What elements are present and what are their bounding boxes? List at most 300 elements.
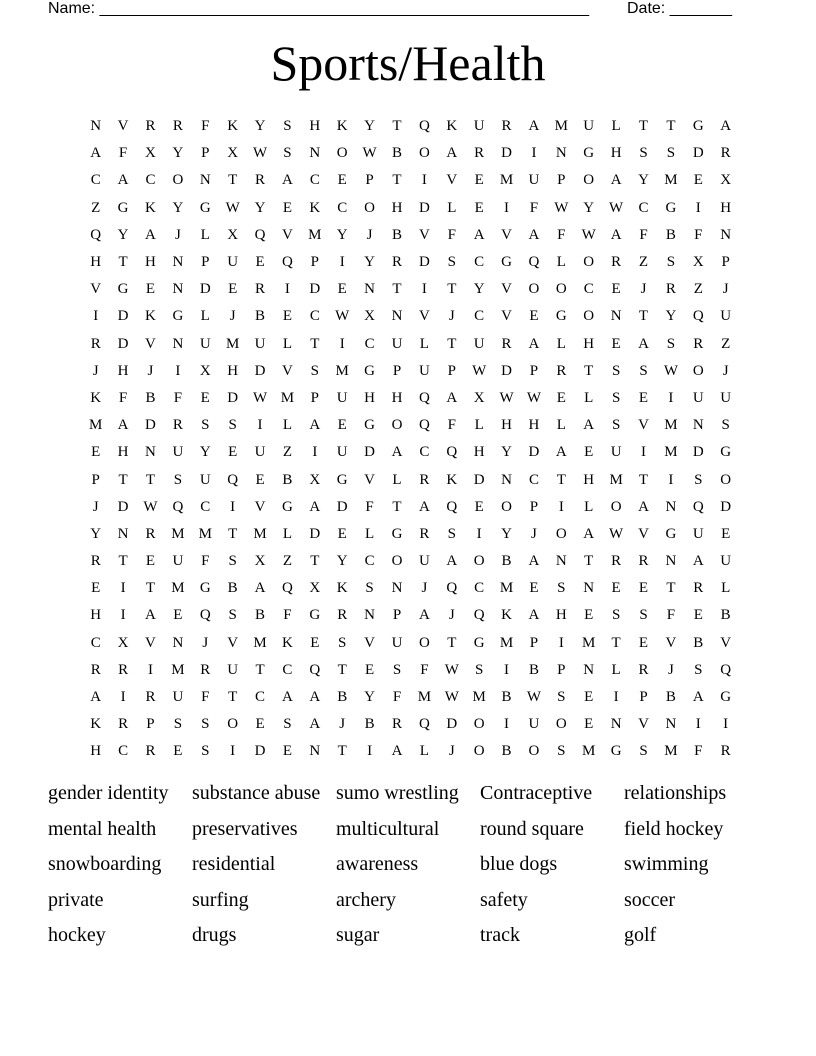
grid-letter: W bbox=[444, 689, 459, 706]
grid-letter: C bbox=[364, 553, 375, 570]
grid-letter: H bbox=[555, 607, 567, 624]
grid-letter: D bbox=[309, 281, 321, 298]
grid-letter: V bbox=[364, 471, 376, 488]
grid-letter: I bbox=[120, 607, 126, 624]
grid-letter: A bbox=[309, 689, 321, 706]
grid-letter: V bbox=[501, 281, 512, 298]
grid-letter: T bbox=[337, 743, 347, 760]
grid-letter: B bbox=[145, 389, 156, 406]
page-title: Sports/Health bbox=[270, 35, 546, 91]
grid-letter: E bbox=[200, 389, 210, 406]
grid-letter: Y bbox=[364, 689, 376, 706]
word-list-item: hockey bbox=[48, 924, 106, 946]
grid-letter: M bbox=[499, 634, 514, 651]
grid-letter: K bbox=[145, 199, 156, 216]
grid-letter: J bbox=[366, 226, 373, 243]
grid-letter: Q bbox=[418, 118, 430, 135]
grid-letter: H bbox=[309, 118, 321, 135]
grid-letter: T bbox=[447, 634, 457, 651]
grid-letter: X bbox=[309, 471, 321, 488]
grid-letter: G bbox=[309, 607, 321, 624]
grid-letter: N bbox=[172, 634, 184, 651]
grid-letter: R bbox=[255, 281, 266, 298]
grid-letter: N bbox=[665, 553, 677, 570]
grid-letter: Y bbox=[172, 145, 184, 162]
grid-letter: L bbox=[611, 118, 621, 135]
grid-letter: U bbox=[391, 634, 403, 651]
word-list-item: field hockey bbox=[624, 817, 724, 840]
word-list-item: private bbox=[48, 888, 104, 911]
grid-letter: A bbox=[638, 335, 649, 352]
grid-letter: V bbox=[145, 634, 156, 651]
grid-letter: O bbox=[418, 634, 430, 651]
grid-letter: O bbox=[610, 498, 622, 515]
grid-letter: F bbox=[201, 118, 210, 135]
grid-letter: D bbox=[501, 362, 512, 379]
grid-letter: H bbox=[227, 362, 239, 379]
grid-letter: G bbox=[364, 417, 376, 434]
grid-letter: A bbox=[418, 498, 430, 515]
grid-letter: E bbox=[145, 281, 156, 298]
grid-letter: W bbox=[554, 199, 569, 216]
grid-letter: I bbox=[367, 743, 373, 760]
word-list-item: blue dogs bbox=[480, 853, 558, 875]
grid-letter: F bbox=[392, 689, 402, 706]
grid-letter: U bbox=[473, 118, 485, 135]
grid-letter: U bbox=[254, 444, 266, 461]
word-list-item: multicultural bbox=[336, 817, 440, 840]
grid-letter: S bbox=[666, 335, 676, 352]
grid-letter: R bbox=[419, 471, 430, 488]
grid-letter: N bbox=[720, 226, 732, 243]
grid-letter: I bbox=[257, 417, 263, 434]
grid-letter: S bbox=[639, 607, 648, 624]
grid-letter: A bbox=[446, 145, 458, 162]
grid-letter: P bbox=[529, 362, 539, 379]
grid-letter: M bbox=[171, 580, 185, 597]
grid-letter: T bbox=[666, 118, 676, 135]
grid-letter: A bbox=[720, 118, 732, 135]
grid-letter: T bbox=[447, 335, 457, 352]
grid-letter: Y bbox=[473, 281, 485, 298]
grid-letter: I bbox=[339, 254, 345, 271]
grid-letter: R bbox=[391, 254, 402, 271]
grid-letter: U bbox=[692, 389, 704, 406]
grid-letter: P bbox=[201, 254, 210, 271]
grid-letter: J bbox=[339, 716, 346, 733]
grid-letter: L bbox=[584, 389, 594, 406]
grid-letter: Q bbox=[720, 661, 732, 678]
grid-letter: T bbox=[255, 661, 265, 678]
grid-letter: Y bbox=[254, 199, 266, 216]
grid-letter: A bbox=[117, 417, 129, 434]
grid-letter: D bbox=[446, 716, 458, 733]
grid-letter: E bbox=[228, 444, 238, 461]
grid-letter: I bbox=[531, 145, 537, 162]
grid-letter: S bbox=[611, 607, 621, 624]
grid-letter: S bbox=[201, 716, 210, 733]
grid-letter: E bbox=[255, 254, 265, 271]
grid-letter: F bbox=[201, 553, 210, 570]
grid-letter: R bbox=[145, 689, 156, 706]
grid-letter: T bbox=[447, 281, 457, 298]
grid-letter: A bbox=[309, 716, 321, 733]
grid-letter: U bbox=[610, 444, 622, 461]
grid-letter: J bbox=[448, 607, 455, 624]
grid-letter: R bbox=[172, 417, 183, 434]
grid-letter: C bbox=[337, 199, 348, 216]
grid-letter: Q bbox=[227, 471, 239, 488]
grid-letter: I bbox=[668, 389, 674, 406]
grid-letter: M bbox=[198, 525, 212, 542]
grid-letter: R bbox=[638, 553, 649, 570]
grid-letter: R bbox=[145, 743, 156, 760]
grid-letter: N bbox=[172, 335, 184, 352]
grid-letter: O bbox=[473, 716, 485, 733]
grid-letter: I bbox=[421, 172, 427, 189]
grid-letter: H bbox=[90, 254, 102, 271]
grid-letter: N bbox=[309, 145, 321, 162]
grid-letter: Z bbox=[282, 444, 293, 461]
grid-letter: S bbox=[201, 743, 210, 760]
grid-letter: M bbox=[499, 580, 514, 597]
grid-letter: M bbox=[253, 634, 267, 651]
grid-letter: T bbox=[310, 553, 320, 570]
grid-letter: J bbox=[229, 308, 236, 325]
grid-letter: F bbox=[694, 226, 703, 243]
grid-letter: L bbox=[447, 199, 457, 216]
grid-letter: R bbox=[556, 362, 567, 379]
grid-letter: S bbox=[557, 689, 566, 706]
grid-letter: D bbox=[336, 498, 348, 515]
grid-letter: H bbox=[145, 254, 156, 271]
grid-letter: S bbox=[447, 525, 456, 542]
grid-letter: N bbox=[501, 471, 512, 488]
grid-letter: B bbox=[528, 661, 539, 678]
grid-letter: T bbox=[118, 254, 128, 271]
grid-letter: H bbox=[117, 444, 129, 461]
grid-letter: P bbox=[201, 145, 210, 162]
grid-letter: O bbox=[583, 308, 595, 325]
grid-letter: V bbox=[254, 498, 266, 515]
grid-letter: H bbox=[391, 199, 403, 216]
grid-letter: I bbox=[723, 716, 729, 733]
grid-letter: F bbox=[365, 498, 374, 515]
grid-letter: S bbox=[173, 716, 183, 733]
grid-letter: M bbox=[499, 172, 514, 189]
grid-letter: N bbox=[172, 281, 184, 298]
grid-letter: P bbox=[557, 661, 566, 678]
grid-letter: C bbox=[638, 199, 649, 216]
grid-letter: K bbox=[90, 716, 102, 733]
grid-letter: U bbox=[418, 553, 430, 570]
word-list-item: track bbox=[480, 924, 520, 946]
grid-letter: T bbox=[228, 689, 238, 706]
grid-letter: W bbox=[335, 308, 350, 325]
grid-letter: O bbox=[172, 172, 184, 189]
grid-letter: G bbox=[117, 281, 129, 298]
grid-letter: U bbox=[227, 254, 239, 271]
word-list-item: relationships bbox=[624, 782, 727, 804]
grid-letter: Y bbox=[336, 553, 348, 570]
grid-letter: Q bbox=[692, 308, 704, 325]
grid-letter: Z bbox=[693, 281, 703, 298]
grid-letter: B bbox=[501, 743, 512, 760]
grid-letter: G bbox=[665, 525, 677, 542]
grid-letter: F bbox=[639, 226, 648, 243]
grid-letter: O bbox=[555, 716, 567, 733]
grid-letter: A bbox=[610, 226, 622, 243]
word-list-item: soccer bbox=[624, 888, 676, 911]
grid-letter: W bbox=[581, 226, 596, 243]
grid-letter: C bbox=[309, 172, 320, 189]
grid-letter: T bbox=[556, 471, 566, 488]
grid-letter: D bbox=[501, 145, 512, 162]
grid-letter: A bbox=[418, 607, 430, 624]
grid-letter: B bbox=[665, 226, 676, 243]
grid-letter: R bbox=[419, 525, 430, 542]
grid-letter: R bbox=[118, 716, 129, 733]
grid-letter: S bbox=[474, 661, 484, 678]
grid-letter: I bbox=[558, 498, 564, 515]
grid-letter: F bbox=[201, 689, 210, 706]
grid-letter: W bbox=[252, 145, 268, 162]
grid-letter: B bbox=[501, 689, 512, 706]
grid-letter: I bbox=[695, 199, 701, 216]
grid-letter: U bbox=[583, 118, 595, 135]
grid-letter: Y bbox=[336, 226, 348, 243]
grid-letter: J bbox=[448, 308, 455, 325]
grid-letter: V bbox=[418, 226, 430, 243]
grid-letter: M bbox=[664, 743, 678, 760]
grid-letter: E bbox=[584, 607, 594, 624]
grid-letter: M bbox=[664, 417, 678, 434]
word-list-item: snowboarding bbox=[48, 853, 162, 875]
grid-letter: W bbox=[609, 525, 624, 542]
grid-letter: C bbox=[309, 308, 320, 325]
grid-letter: D bbox=[692, 444, 704, 461]
grid-letter: X bbox=[473, 389, 485, 406]
grid-letter: K bbox=[282, 634, 293, 651]
grid-letter: V bbox=[665, 634, 677, 651]
grid-letter: K bbox=[227, 118, 239, 135]
grid-letter: L bbox=[611, 661, 621, 678]
grid-letter: F bbox=[529, 199, 539, 216]
grid-letter: I bbox=[641, 444, 646, 461]
grid-letter: A bbox=[583, 417, 595, 434]
grid-letter: S bbox=[694, 471, 703, 488]
grid-letter: F bbox=[173, 389, 183, 406]
grid-letter: P bbox=[310, 389, 319, 406]
grid-letter: U bbox=[254, 335, 266, 352]
grid-letter: W bbox=[444, 661, 459, 678]
grid-letter: S bbox=[365, 580, 374, 597]
grid-letter: T bbox=[118, 471, 128, 488]
grid-letter: S bbox=[611, 362, 621, 379]
grid-letter: T bbox=[392, 118, 402, 135]
grid-letter: L bbox=[474, 417, 484, 434]
grid-letter: L bbox=[365, 525, 375, 542]
grid-letter: E bbox=[337, 525, 347, 542]
grid-letter: V bbox=[720, 634, 732, 651]
grid-letter: S bbox=[338, 634, 347, 651]
grid-letter: Q bbox=[446, 498, 458, 515]
grid-letter: E bbox=[584, 689, 594, 706]
grid-letter: M bbox=[171, 661, 185, 678]
grid-letter: E bbox=[145, 553, 156, 570]
grid-letter: F bbox=[118, 145, 128, 162]
grid-letter: N bbox=[172, 254, 184, 271]
grid-letter: R bbox=[90, 661, 101, 678]
grid-letter: Q bbox=[418, 716, 430, 733]
grid-letter: T bbox=[118, 553, 128, 570]
grid-letter: C bbox=[200, 498, 211, 515]
grid-letter: O bbox=[418, 145, 430, 162]
grid-letter: R bbox=[474, 145, 485, 162]
word-list-item: Contraceptive bbox=[480, 782, 593, 804]
grid-letter: A bbox=[309, 498, 321, 515]
grid-letter: S bbox=[639, 743, 648, 760]
grid-letter: F bbox=[447, 417, 456, 434]
grid-letter: A bbox=[692, 553, 704, 570]
grid-letter: U bbox=[418, 362, 430, 379]
grid-letter: C bbox=[255, 689, 266, 706]
grid-letter: U bbox=[720, 389, 732, 406]
grid-letter: I bbox=[504, 661, 510, 678]
grid-letter: A bbox=[528, 335, 540, 352]
word-list-item: sumo wrestling bbox=[336, 782, 459, 804]
grid-letter: R bbox=[501, 118, 512, 135]
grid-letter: Z bbox=[721, 335, 731, 352]
grid-letter: O bbox=[692, 362, 704, 379]
grid-letter: Y bbox=[117, 226, 129, 243]
grid-letter: D bbox=[145, 417, 156, 434]
grid-letter: R bbox=[720, 145, 731, 162]
grid-letter: G bbox=[665, 199, 677, 216]
grid-letter: E bbox=[173, 607, 183, 624]
grid-letter: J bbox=[92, 362, 99, 379]
grid-letter: L bbox=[556, 254, 566, 271]
grid-letter: S bbox=[611, 417, 621, 434]
word-list-item: swimming bbox=[624, 853, 709, 875]
grid-letter: R bbox=[693, 335, 704, 352]
grid-letter: D bbox=[117, 308, 129, 325]
grid-letter: A bbox=[446, 389, 458, 406]
letter-grid bbox=[82, 113, 739, 766]
grid-letter: I bbox=[230, 743, 236, 760]
grid-letter: S bbox=[283, 145, 292, 162]
grid-letter: U bbox=[172, 444, 184, 461]
grid-letter: B bbox=[255, 308, 266, 325]
grid-letter: H bbox=[501, 417, 512, 434]
grid-letter: R bbox=[90, 553, 101, 570]
word-list-item: safety bbox=[480, 888, 528, 911]
grid-letter: E bbox=[638, 580, 649, 597]
grid-letter: M bbox=[582, 743, 596, 760]
grid-letter: A bbox=[117, 172, 129, 189]
grid-letter: P bbox=[639, 689, 648, 706]
grid-letter: O bbox=[501, 498, 512, 515]
grid-letter: O bbox=[364, 199, 376, 216]
grid-letter: T bbox=[638, 308, 649, 325]
grid-letter: D bbox=[364, 444, 376, 461]
grid-letter: V bbox=[501, 226, 512, 243]
grid-letter: U bbox=[172, 553, 184, 570]
grid-letter: S bbox=[173, 471, 183, 488]
grid-letter: N bbox=[145, 444, 156, 461]
grid-letter: N bbox=[90, 118, 102, 135]
grid-letter: G bbox=[501, 254, 512, 271]
grid-letter: R bbox=[391, 716, 402, 733]
grid-letter: S bbox=[283, 716, 292, 733]
grid-letter: E bbox=[310, 634, 320, 651]
grid-letter: A bbox=[638, 498, 649, 515]
grid-letter: O bbox=[473, 553, 485, 570]
grid-letter: X bbox=[309, 580, 321, 597]
grid-letter: A bbox=[282, 689, 293, 706]
grid-letter: K bbox=[446, 118, 458, 135]
grid-letter: I bbox=[120, 580, 126, 597]
grid-letter: R bbox=[611, 553, 622, 570]
grid-letter: R bbox=[255, 172, 266, 189]
grid-letter: X bbox=[720, 172, 732, 189]
grid-letter: S bbox=[639, 362, 648, 379]
grid-letter: W bbox=[663, 362, 678, 379]
grid-letter: L bbox=[200, 308, 210, 325]
grid-letter: U bbox=[720, 308, 732, 325]
grid-letter: L bbox=[721, 580, 731, 597]
grid-letter: S bbox=[557, 743, 566, 760]
grid-letter: E bbox=[638, 634, 649, 651]
grid-letter: D bbox=[117, 498, 129, 515]
grid-letter: M bbox=[308, 226, 322, 243]
grid-letter: R bbox=[90, 335, 101, 352]
grid-letter: I bbox=[175, 362, 181, 379]
grid-letter: B bbox=[693, 634, 704, 651]
grid-letter: C bbox=[282, 661, 293, 678]
word-list-item: substance abuse bbox=[192, 782, 321, 804]
grid-letter: K bbox=[501, 607, 512, 624]
grid-letter: N bbox=[391, 580, 403, 597]
grid-letter: G bbox=[555, 308, 567, 325]
grid-letter: Y bbox=[501, 525, 512, 542]
grid-letter: H bbox=[528, 417, 540, 434]
grid-letter: X bbox=[364, 308, 376, 325]
grid-letter: R bbox=[200, 661, 211, 678]
grid-letter: T bbox=[584, 553, 594, 570]
grid-letter: C bbox=[364, 335, 375, 352]
grid-letter: U bbox=[473, 335, 485, 352]
grid-letter: M bbox=[664, 172, 678, 189]
grid-letter: O bbox=[391, 553, 403, 570]
grid-letter: L bbox=[282, 335, 293, 352]
grid-letter: U bbox=[720, 553, 732, 570]
grid-letter: J bbox=[640, 281, 647, 298]
name-line: Name: _______________________________________________________ bbox=[48, 0, 589, 17]
grid-letter: D bbox=[692, 145, 704, 162]
grid-letter: N bbox=[610, 716, 622, 733]
grid-letter: X bbox=[145, 145, 156, 162]
grid-letter: T bbox=[228, 525, 238, 542]
grid-letter: P bbox=[721, 254, 730, 271]
grid-letter: A bbox=[309, 417, 321, 434]
grid-letter: S bbox=[392, 661, 402, 678]
grid-letter: E bbox=[611, 580, 621, 597]
grid-letter: E bbox=[337, 417, 347, 434]
grid-letter: M bbox=[253, 525, 267, 542]
grid-letter: R bbox=[665, 281, 676, 298]
grid-letter: Q bbox=[254, 226, 266, 243]
